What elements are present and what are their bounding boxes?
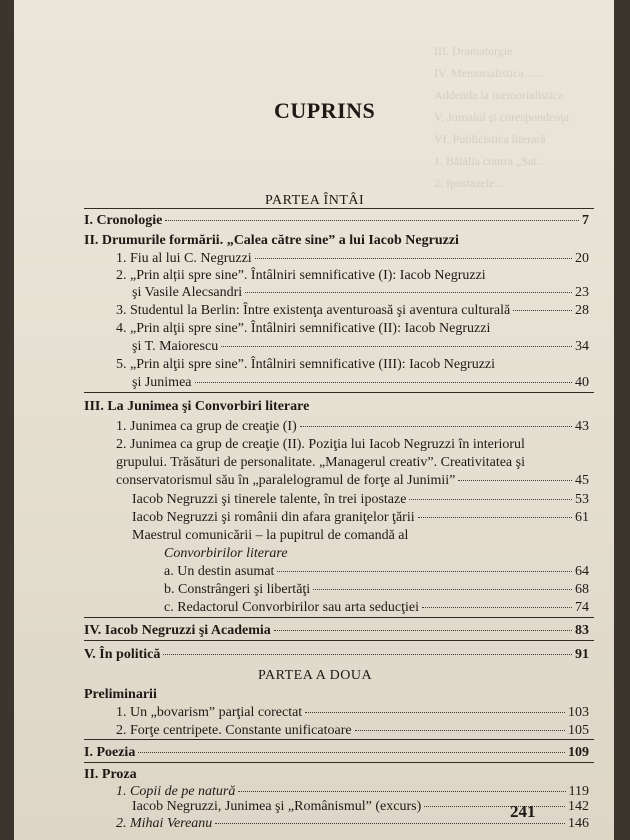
- section-divider: [84, 392, 594, 393]
- toc-entry-line: 5. „Prin alţii spre sine”. Întâlniri semnificative (III): Iacob Negruzzi: [116, 357, 496, 372]
- part-title-2: PARTEA A DOUA: [258, 668, 373, 683]
- toc-entry: conservatorismul său în „paralelogramul de forţe al Junimii” 45: [116, 473, 589, 488]
- toc-entry-line: 2. „Prin alții spre sine”. Întâlniri semnificative (I): Iacob Negruzzi: [116, 268, 486, 283]
- toc-entry: Iacob Negruzzi şi românii din afara graniţelor ţării 61: [132, 510, 589, 525]
- toc-entry-cronologie: I. Cronologie 7: [84, 213, 589, 228]
- section-divider: [84, 640, 594, 641]
- part-title-1: PARTEA ÎNTÂI: [265, 193, 365, 208]
- toc-entry: 2. Mihai Vereanu 146: [116, 816, 589, 831]
- page-title: CUPRINS: [274, 98, 376, 123]
- bleed-through-text: III. Dramaturgie IV. Memorialistica ...... Addenda la memorialistica V. Jurnalul şi corespondenţa VI. Publicistica literară 1. Bătălia contra „Sat... 2. Ipostazele...: [434, 44, 570, 190]
- toc-entry: şi Junimea 40: [132, 375, 589, 390]
- toc-entry: 1. Copii de pe natură 119: [116, 784, 589, 799]
- toc-section-drumurile: II. Drumurile formării. „Calea către sine” a lui Iacob Negruzzi: [84, 233, 459, 248]
- toc-section-proza: II. Proza: [84, 767, 137, 782]
- toc-entry-line: 4. „Prin alţii spre sine”. Întâlniri semnificative (II): Iacob Negruzzi: [116, 321, 491, 336]
- toc-entry: şi T. Maiorescu 34: [132, 339, 589, 354]
- toc-entry: b. Constrângeri şi libertăţi 68: [164, 582, 589, 597]
- section-divider: [84, 762, 594, 763]
- toc-entry-line: Convorbirilor literare: [164, 546, 288, 561]
- toc-entry-line: Maestrul comunicării – la pupitrul de comandă al: [132, 528, 409, 543]
- toc-entry-line: grupului. Trăsături de personalitate. „Managerul creativ”. Creativitatea şi: [116, 455, 525, 470]
- toc-entry: Iacob Negruzzi şi tinerele talente, în trei ipostaze 53: [132, 492, 589, 507]
- section-divider: [84, 617, 594, 618]
- toc-entry: 2. Forţe centripete. Constante unificatoare 105: [116, 723, 589, 738]
- toc-section-preliminarii: Preliminarii: [84, 687, 157, 702]
- toc-section-junimea: III. La Junimea şi Convorbiri literare: [84, 399, 310, 414]
- toc-entry-academia: IV. Iacob Negruzzi şi Academia 83: [84, 623, 589, 638]
- toc-entry: şi Vasile Alecsandri 23: [132, 285, 589, 300]
- toc-entry-poezia: I. Poezia 109: [84, 745, 589, 760]
- toc-entry: Iacob Negruzzi, Junimea şi „Românismul” (excurs) 142: [132, 799, 589, 814]
- toc-entry: 1. Un „bovarism” parţial corectat 103: [116, 705, 589, 720]
- book-page: [14, 0, 614, 840]
- part-divider-1: [84, 208, 594, 209]
- toc-entry: 1. Junimea ca grup de creaţie (I) 43: [116, 419, 589, 434]
- toc-entry: a. Un destin asumat 64: [164, 564, 589, 579]
- toc-entry: 1. Fiu al lui C. Negruzzi 20: [116, 251, 589, 266]
- page-number: 241: [510, 802, 536, 821]
- toc-entry-politica: V. În politică 91: [84, 647, 589, 662]
- toc-entry: c. Redactorul Convorbirilor sau arta seducţiei 74: [164, 600, 589, 615]
- section-divider: [84, 739, 594, 740]
- toc-entry: 3. Studentul la Berlin: Între existenţa aventuroasă şi aventura culturală 28: [116, 303, 589, 318]
- toc-entry-line: 2. Junimea ca grup de creaţie (II). Poziţia lui Iacob Negruzzi în interiorul: [116, 437, 525, 452]
